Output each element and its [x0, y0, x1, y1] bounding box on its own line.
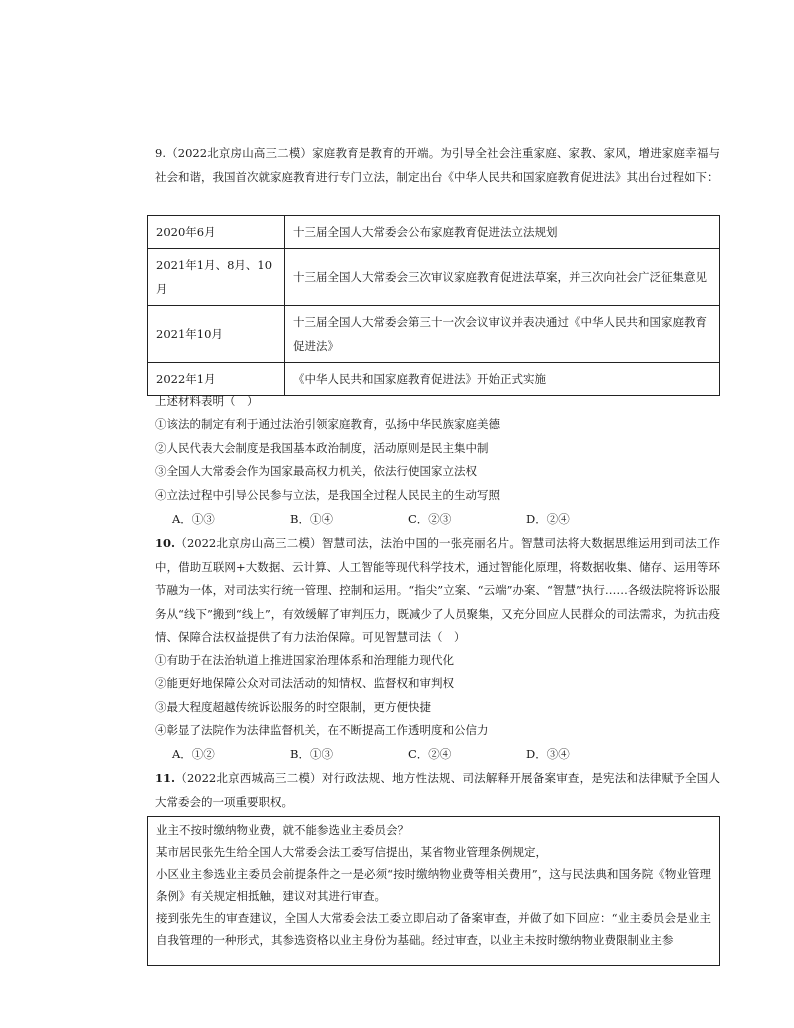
q9-option-a[interactable]: A．①③ [172, 512, 215, 526]
q9-stem: 9.（2022北京房山高三二模）家庭教育是教育的开端。为引导全社会注重家庭、家教、家风，增进家庭幸福与社会和谐，我国首次就家庭教育进行专门立法，制定出台《中华人民共和国家庭教育促进法》其出台过程如下： [155, 146, 720, 184]
q9-number: 9. [155, 146, 166, 160]
table-cell-event: 十三届全国人大常委会公布家庭教育促进法立法规划 [285, 216, 720, 249]
q10-option-c[interactable]: C．②④ [408, 747, 452, 761]
table-row [148, 306, 720, 363]
table-cell-event: 十三届全国人大常委会三次审议家庭教育促进法草案，并三次向社会广泛征集意见 [285, 249, 720, 306]
q9-process-table [147, 215, 720, 396]
q9-option-d[interactable]: D．②④ [526, 512, 570, 526]
q10-number: 10. [155, 536, 176, 550]
q10-option-b[interactable]: B．①③ [290, 747, 333, 761]
table-cell-date: 2021年10月 [148, 306, 285, 363]
q9-item-1: ①该法的制定有利于通过法治引领家庭教育，弘扬中华民族家庭美德 [155, 417, 500, 431]
q10-stem: 10.（2022北京房山高三二模）智慧司法，法治中国的一张亮丽名片。智慧司法将大数据思维运用到司法工作中，借助互联网+大数据、云计算、人工智能等现代科学技术，通过智能化原理，将数据收集、储存、运用等环节融为一体，对司法实行统一管理、控制和运用。“指尖”立案、“云端”办案、“智慧”执行……各级法院将诉讼服务从“线下”搬到“线上”，有效缓解了审判压力，既减少了人员聚集，又充分回应人民群众的司法需求，为抗击疫情、保障合法权益提供了有力法治保障。可见智慧司法（ ） [155, 536, 720, 644]
table-row [148, 216, 720, 249]
q10-options [172, 743, 644, 766]
q9-item-2: ②人民代表大会制度是我国基本政治制度，活动原则是民主集中制 [155, 441, 489, 455]
table-cell-event: 《中华人民共和国家庭教育促进法》开始正式实施 [285, 363, 720, 396]
q9-option-c[interactable]: C．②③ [408, 512, 452, 526]
q10-item-4: ④彰显了法院作为法律监督机关，在不断提高工作透明度和公信力 [155, 723, 489, 737]
table-cell-date: 2022年1月 [148, 363, 285, 396]
q11-box-line-4: 接到张先生的审查建议，全国人大常委会法工委立即启动了备案审查，并做了如下回应：“业主委员会是业主自我管理的一种形式，其参选资格以业主身份为基础。经过审查，以业主未按时缴纳物业费限制业主参 [156, 911, 711, 947]
q11-box-line-1: 业主不按时缴纳物业费，就不能参选业主委员会？ [156, 823, 409, 837]
q9-item-4: ④立法过程中引导公民参与立法，是我国全过程人民民主的生动写照 [155, 488, 500, 502]
q11-box-line-3: 小区业主参选业主委员会前提条件之一是必须“按时缴纳物业费等相关费用”，这与民法典和国务院《物业管理条例》有关规定相抵触，建议对其进行审查。 [156, 867, 711, 903]
q11-stem: 11.（2022北京西城高三二模）对行政法规、地方性法规、司法解释开展备案审查，是宪法和法律赋予全国人大常委会的一项重要职权。 [155, 771, 720, 809]
q10-item-3: ③最大程度超越传统诉讼服务的时空限制，更方便快捷 [155, 700, 431, 714]
q10-option-d[interactable]: D．③④ [526, 747, 570, 761]
q10-option-a[interactable]: A．①② [172, 747, 215, 761]
q10-item-1: ①有助于在法治轨道上推进国家治理体系和治理能力现代化 [155, 653, 454, 667]
table-cell-date: 2020年6月 [148, 216, 285, 249]
table-cell-event: 十三届全国人大常委会第三十一次会议审议并表决通过《中华人民共和国家庭教育促进法》 [285, 306, 720, 363]
q11-number: 11. [155, 771, 176, 785]
table-row [148, 249, 720, 306]
q9-options [172, 508, 644, 531]
q9-question: 上述材料表明（ ） [155, 394, 259, 408]
q11-material-box [147, 816, 720, 966]
q9-item-3: ③全国人大常委会作为国家最高权力机关，依法行使国家立法权 [155, 464, 477, 478]
table-cell-date: 2021年1月、8月、10月 [148, 249, 285, 306]
q11-box-line-2: 某市居民张先生给全国人大常委会法工委写信提出，某省物业管理条例规定， [156, 845, 547, 859]
q9-option-b[interactable]: B．①④ [290, 512, 333, 526]
q10-item-2: ②能更好地保障公众对司法活动的知情权、监督权和审判权 [155, 676, 454, 690]
